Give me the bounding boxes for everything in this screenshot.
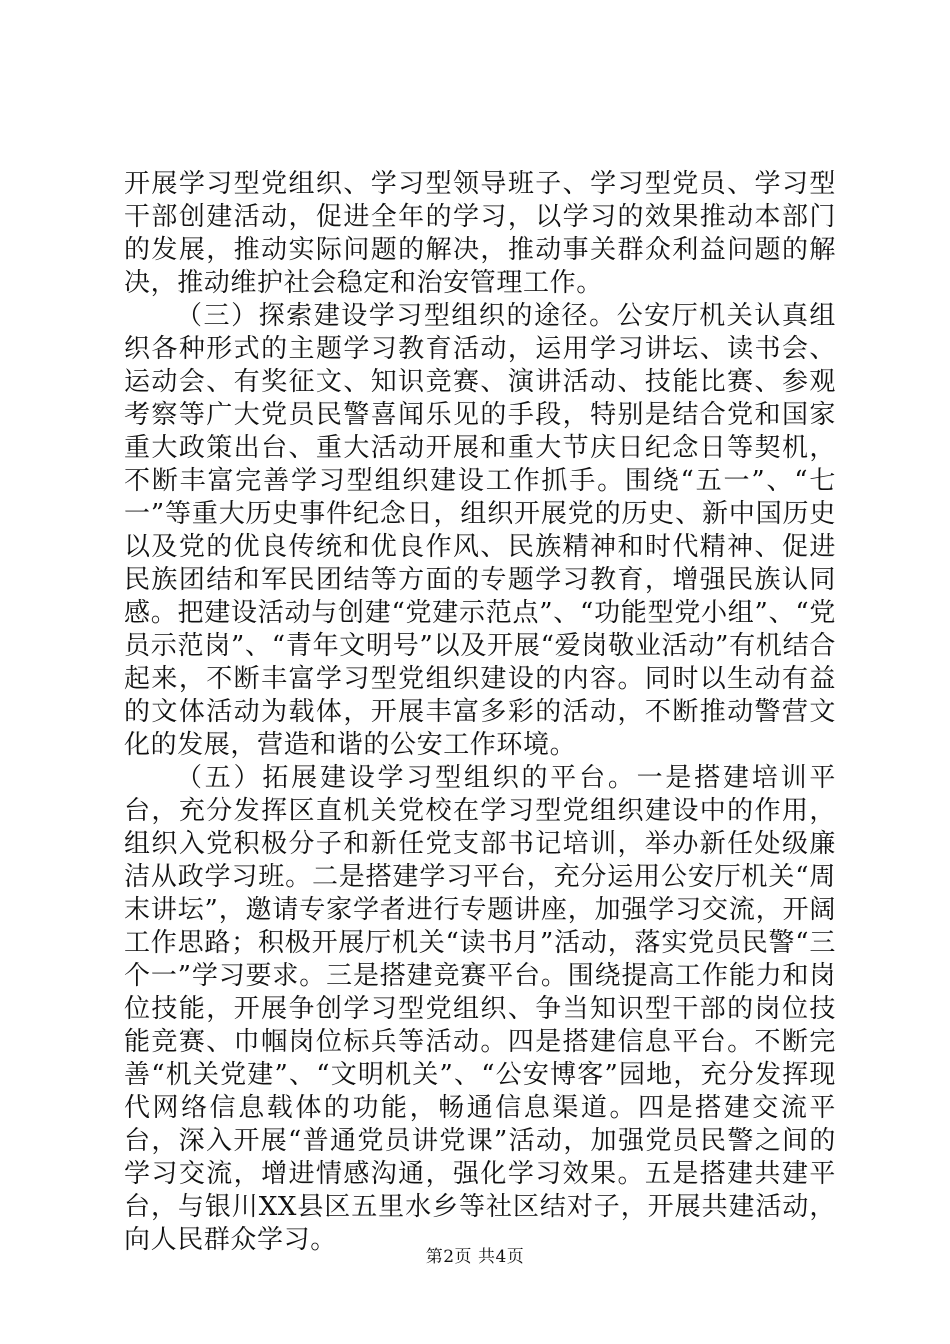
page-number-label: 第2页 共4页 xyxy=(425,1247,525,1267)
paragraph-section-five: （五）拓展建设学习型组织的平台。一是搭建培训平台，充分发挥区直机关党校在学习型党组织建设中的作用，组织入党积极分子和新任党支部书记培训，举办新任处级廉洁从政学习班。二是搭建学习平台，充分运用公安厅机关“周末讲坛”，邀请专家学者进行专题讲座，加强学习交流，开阔工作思路；积极开展厅机关“读书月”活动，落实党员民警“三个一”学习要求。三是搭建竞赛平台。围绕提高工作能力和岗位技能，开展争创学习型党组织、争当知识型干部的岗位技能竞赛、巾帼岗位标兵等活动。四是搭建信息平台。不断完善“机关党建”、“文明机关”、“公安博客”园地，充分发挥现代网络信息载体的功能，畅通信息渠道。四是搭建交流平台，深入开展“普通党员讲党课”活动，加强党员民警之间的学习交流，增进情感沟通，强化学习效果。五是搭建共建平台，与银川XX县区五里水乡等社区结对子，开展共建活动，向人民群众学习。 xyxy=(124,763,836,1255)
page-footer xyxy=(0,1242,950,1267)
paragraph-continuation: 开展学习型党组织、学习型领导班子、学习型党员、学习型干部创建活动，促进全年的学习，以学习的效果推动本部门的发展，推动实际问题的解决，推动事关群众利益问题的解决，推动维护社会稳定和治安管理工作。 xyxy=(124,169,836,298)
paragraph-section-three: （三）探索建设学习型组织的途径。公安厅机关认真组织各种形式的主题学习教育活动，运用学习讲坛、读书会、运动会、有奖征文、知识竞赛、演讲活动、技能比赛、参观考察等广大党员民警喜闻乐见的手段，特别是结合党和国家重大政策出台、重大活动开展和重大节庆日纪念日等契机，不断丰富完善学习型组织建设工作抓手。围绕“五一”、“七一”等重大历史事件纪念日，组织开展党的历史、新中国历史以及党的优良传统和优良作风、民族精神和时代精神、促进民族团结和军民团结等方面的专题学习教育，增强民族认同感。把建设活动与创建“党建示范点”、“功能型党小组”、“党员示范岗”、“青年文明号”以及开展“爱岗敬业活动”有机结合起来，不断丰富学习型党组织建设的内容。同时以生动有益的文体活动为载体，开展丰富多彩的活动，不断推动警营文化的发展，营造和谐的公安工作环境。 xyxy=(124,301,836,760)
document-body xyxy=(124,168,836,1257)
